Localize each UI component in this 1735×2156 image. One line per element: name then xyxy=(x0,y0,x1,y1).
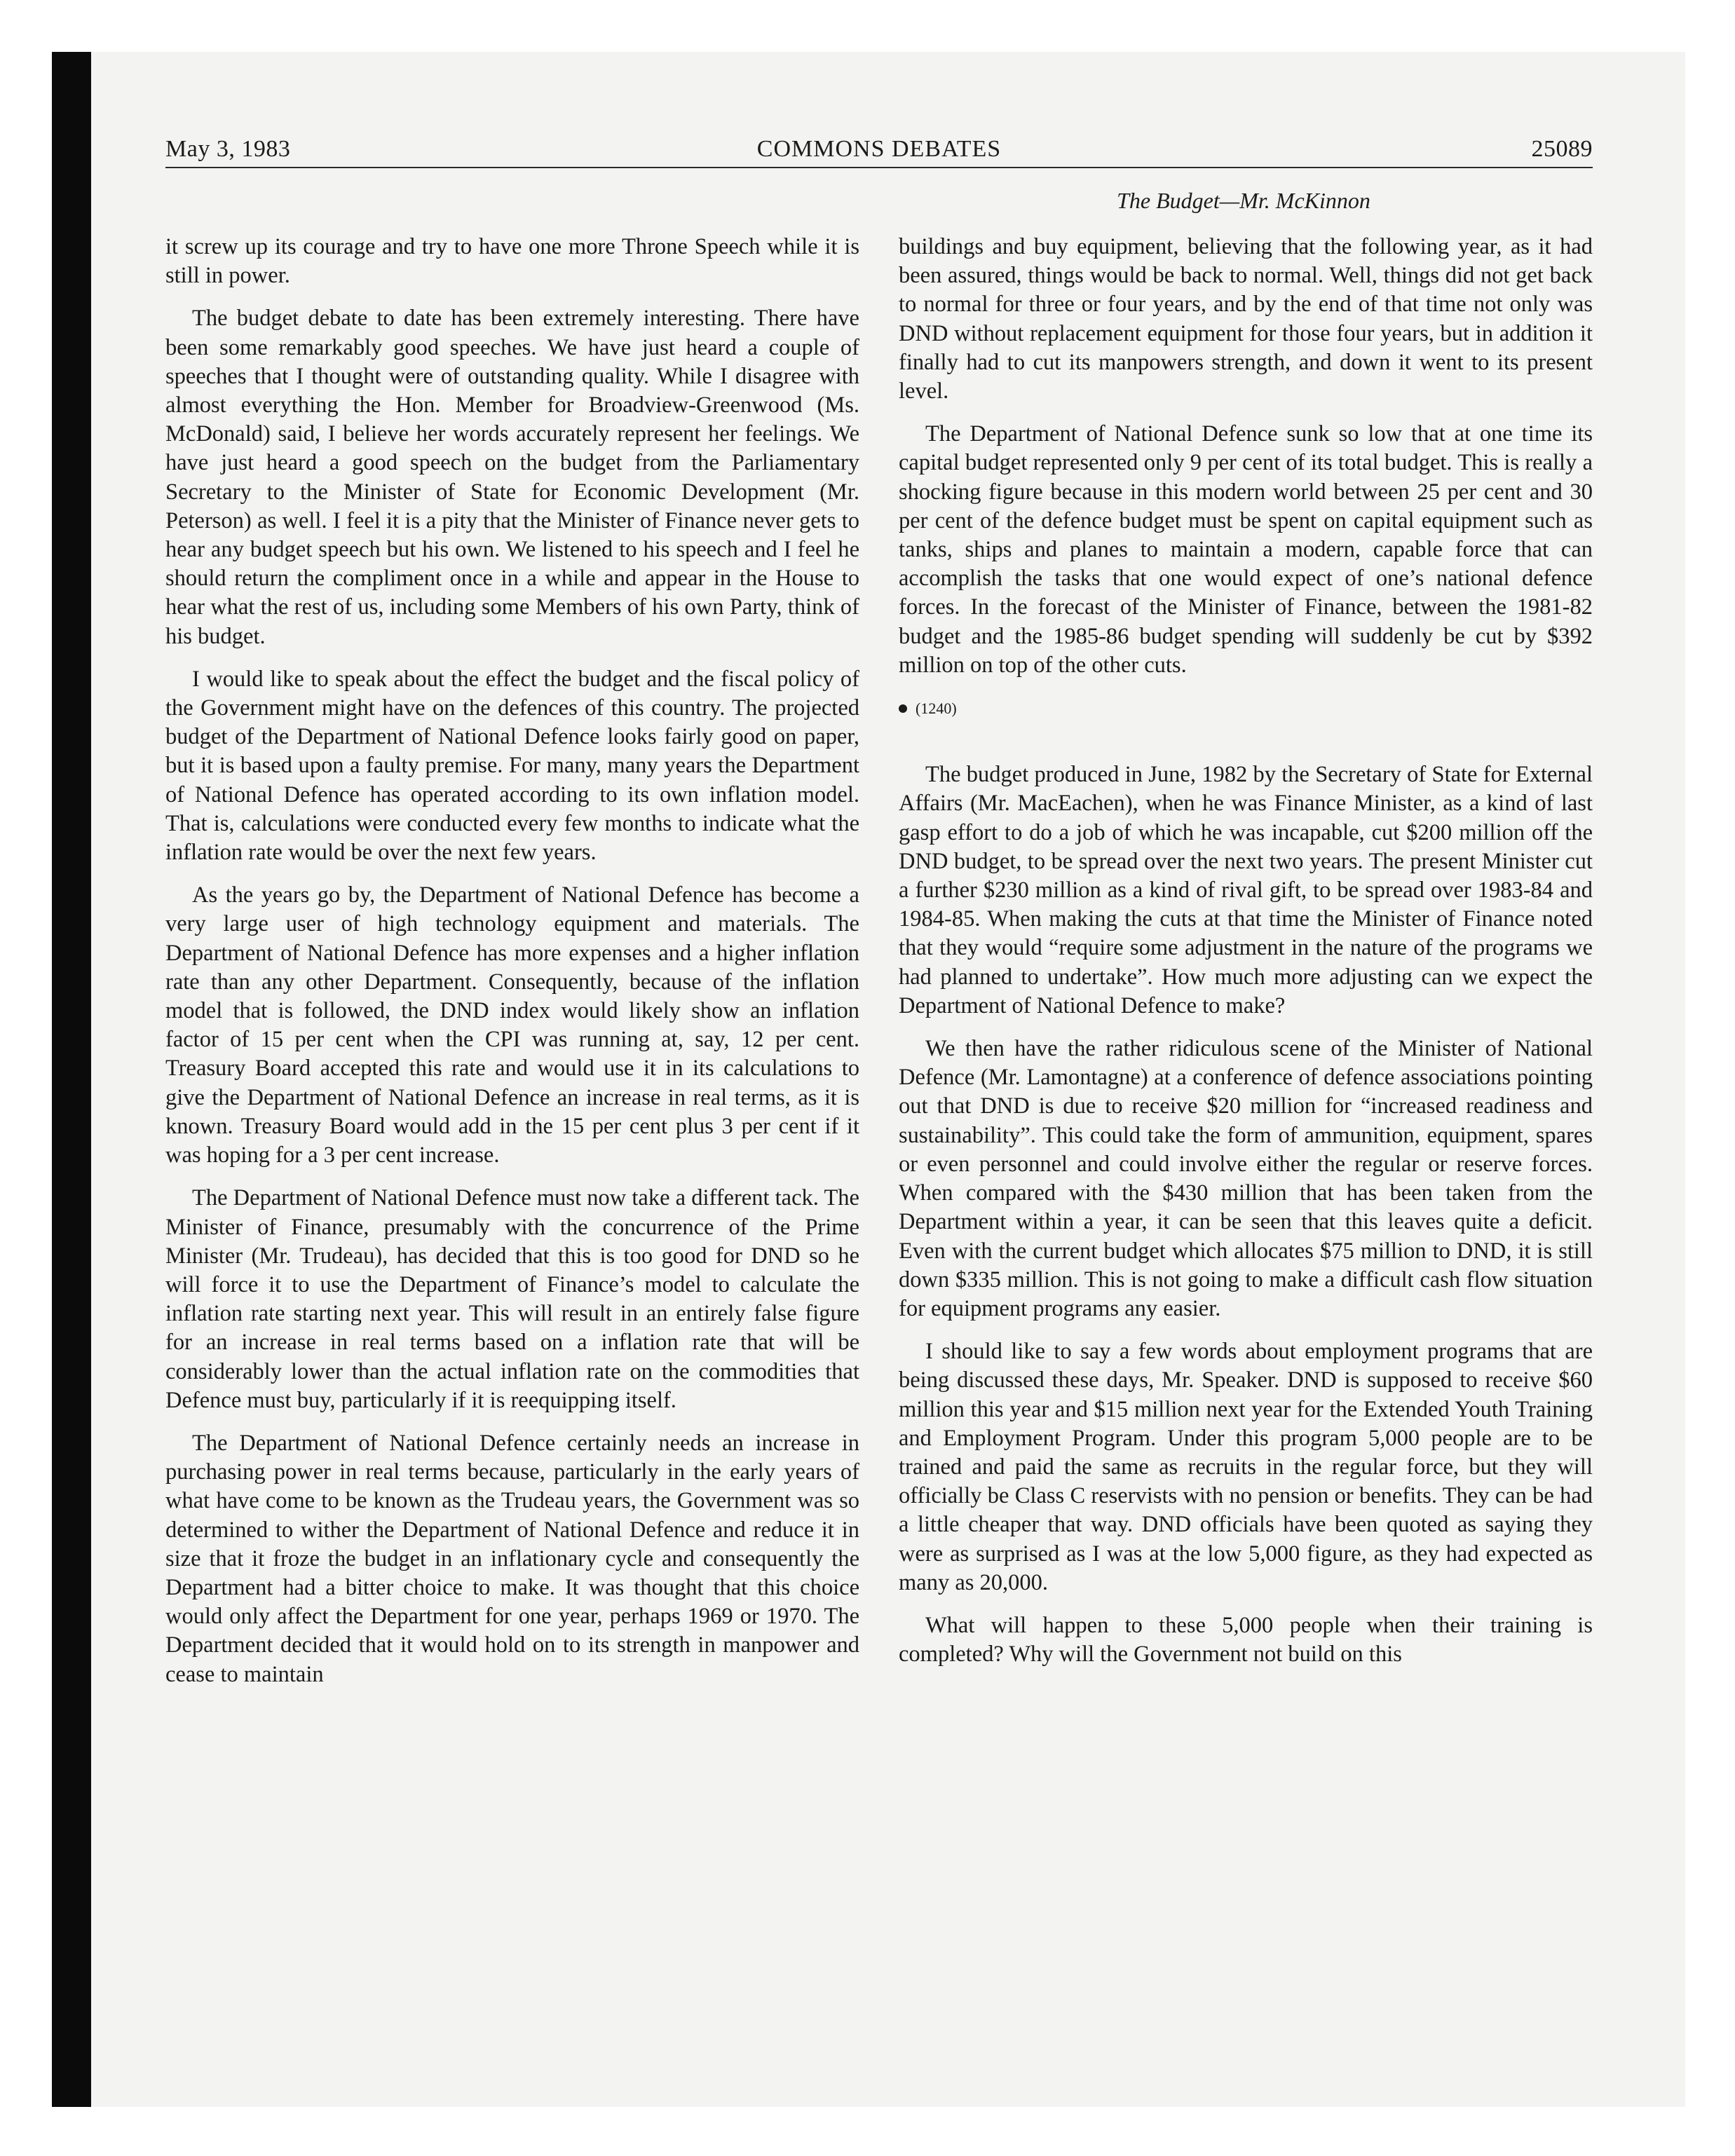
section-subheading: The Budget—Mr. McKinnon xyxy=(1117,188,1370,213)
right-column xyxy=(899,233,1593,1683)
time-marker-label: (1240) xyxy=(916,700,957,718)
time-marker xyxy=(899,694,1593,723)
paragraph: The budget debate to date has been extremely interesting. There have been some remarkably good speeches. We have just heard a couple of speeches that I thought were of outstanding quality. While I disagree with almost everything the Hon. Member for Broadview-Greenwood (Ms. McDonald) said, I believe her words accurately represent her feelings. We have just heard a good speech on the budget from the Parliamentary Secretary to the Minister of State for Economic Development (Mr. Peterson) as well. I feel it is a pity that the Minister of Finance never gets to hear any budget speech but his own. We listened to his speech and I feel he should return the compliment once in a while and appear in the House to hear what the rest of us, including some Members of his own Party, think of his budget. xyxy=(165,306,859,649)
bullet-icon xyxy=(899,704,907,713)
document-page xyxy=(165,133,1593,2068)
paragraph: The Department of National Defence sunk so low that at one time its capital budget represented only 9 per cent of its total budget. This is really a shocking figure because in this modern world between 25 per cent and 30 per cent of the defence budget must be spent on capital equipment such as tanks, ships and planes to maintain a modern, capable force that can accomplish the tasks that one would expect of one’s national defence forces. In the forecast of the Minister of Finance, between the 1981-82 budget and the 1985-86 budget spending will suddenly be cut by $392 million on top of the other cuts. xyxy=(899,421,1593,678)
header-date: May 3, 1983 xyxy=(165,136,291,162)
header-page-number: 25089 xyxy=(1531,136,1593,162)
paragraph: I should like to say a few words about employment programs that are being discussed these days, Mr. Speaker. DND is supposed to receive $60 million this year and $15 million next year for the Extended Youth Training and Employment Program. Under this program 5,000 people are to be trained and paid the same as recruits in the regular force, but they will officially be Class C reservists with no pension or benefits. They can be had a little cheaper that way. DND officials have been quoted as saying they were as surprised as I was at the low 5,000 figure, as they had expected as many as 20,000. xyxy=(899,1339,1593,1595)
paragraph: The budget produced in June, 1982 by the Secretary of State for External Affairs (Mr. MacEachen), when he was Finance Minister, as a kind of last gasp effort to do a job of which he was incapable, cut $200 million off the DND budget, to be spread over the next two years. The present Minister cut a further $230 million as a kind of rival gift, to be spread over 1983-84 and 1984-85. When making the cuts at that time the Minister of Finance noted that they would “require some adjustment in the nature of the programs we had planned to undertake”. How much more adjusting can we expect the Department of National Defence to make? xyxy=(899,762,1593,1018)
header-journal-title: COMMONS DEBATES xyxy=(756,136,1002,162)
paragraph: The Department of National Defence must now take a different tack. The Minister of Finance, presumably with the concurrence of the Prime Minister (Mr. Trudeau), has decided that this is too good for DND so he will force it to use the Department of Finance’s model to calculate the inflation rate starting next year. This will result in an entirely false figure for an increase in real terms based on a inflation rate that will be considerably lower than the actual inflation rate on the commodities that Defence must buy, particularly if it is reequipping itself. xyxy=(165,1185,859,1413)
binding-edge-strip xyxy=(52,52,91,2107)
paragraph: it screw up its courage and try to have one more Throne Speech while it is still in power. xyxy=(165,234,859,289)
paragraph: The Department of National Defence certainly needs an increase in purchasing power in real terms because, particularly in the early years of what have come to be known as the Trudeau years, the Government was so determined to wither the Department of National Defence and reduce it in size that it froze the budget in an inflationary cycle and consequently the Department had a bitter choice to make. It was thought that this choice would only affect the Department for one year, perhaps 1969 or 1970. The Department decided that it would hold on to its strength in manpower and cease to maintain xyxy=(165,1430,859,1687)
paragraph: As the years go by, the Department of National Defence has become a very large user of high technology equipment and materials. The Department of National Defence has more expenses and a higher inflation rate than any other Department. Consequently, because of the inflation model that is followed, the DND index would likely show an inflation factor of 15 per cent when the CPI was running at, say, 12 per cent. Treasury Board accepted this rate and would use it in its calculations to give the Department of National Defence an increase in real terms, as it is known. Treasury Board would add in the 15 per cent plus 3 per cent if it was hoping for a 3 per cent increase. xyxy=(165,882,859,1168)
left-column xyxy=(165,233,859,1703)
paragraph: buildings and buy equipment, believing that the following year, as it had been assured, things would be back to normal. Well, things did not get back to normal for three or four years, and by the end of that time not only was DND without replacement equipment for those four years, but in addition it finally had to cut its manpowers strength, and down it went to its present level. xyxy=(899,234,1593,404)
paragraph: What will happen to these 5,000 people when their training is completed? Why will the Government not build on this xyxy=(899,1612,1593,1667)
paragraph: I would like to speak about the effect the budget and the fiscal policy of the Government might have on the defences of this country. The projected budget of the Department of National Defence looks fairly good on paper, but it is based upon a faulty premise. For many, many years the Department of National Defence has operated according to its own inflation model. That is, calculations were conducted every few months to indicate what the inflation rate would be over the next few years. xyxy=(165,666,859,866)
running-header xyxy=(165,133,1593,168)
paragraph: We then have the rather ridiculous scene of the Minister of National Defence (Mr. Lamontagne) at a conference of defence associations pointing out that DND is due to receive $20 million for “increased readiness and sustainability”. This could take the form of ammunition, equipment, spares or even personnel and could involve either the regular or reserve forces. When compared with the $430 million that has been taken from the Department within a year, it can be seen that this leaves quite a deficit. Even with the current budget which allocates $75 million to DND, it is still down $335 million. This is not going to make a difficult cash flow situation for equipment programs any easier. xyxy=(899,1036,1593,1321)
